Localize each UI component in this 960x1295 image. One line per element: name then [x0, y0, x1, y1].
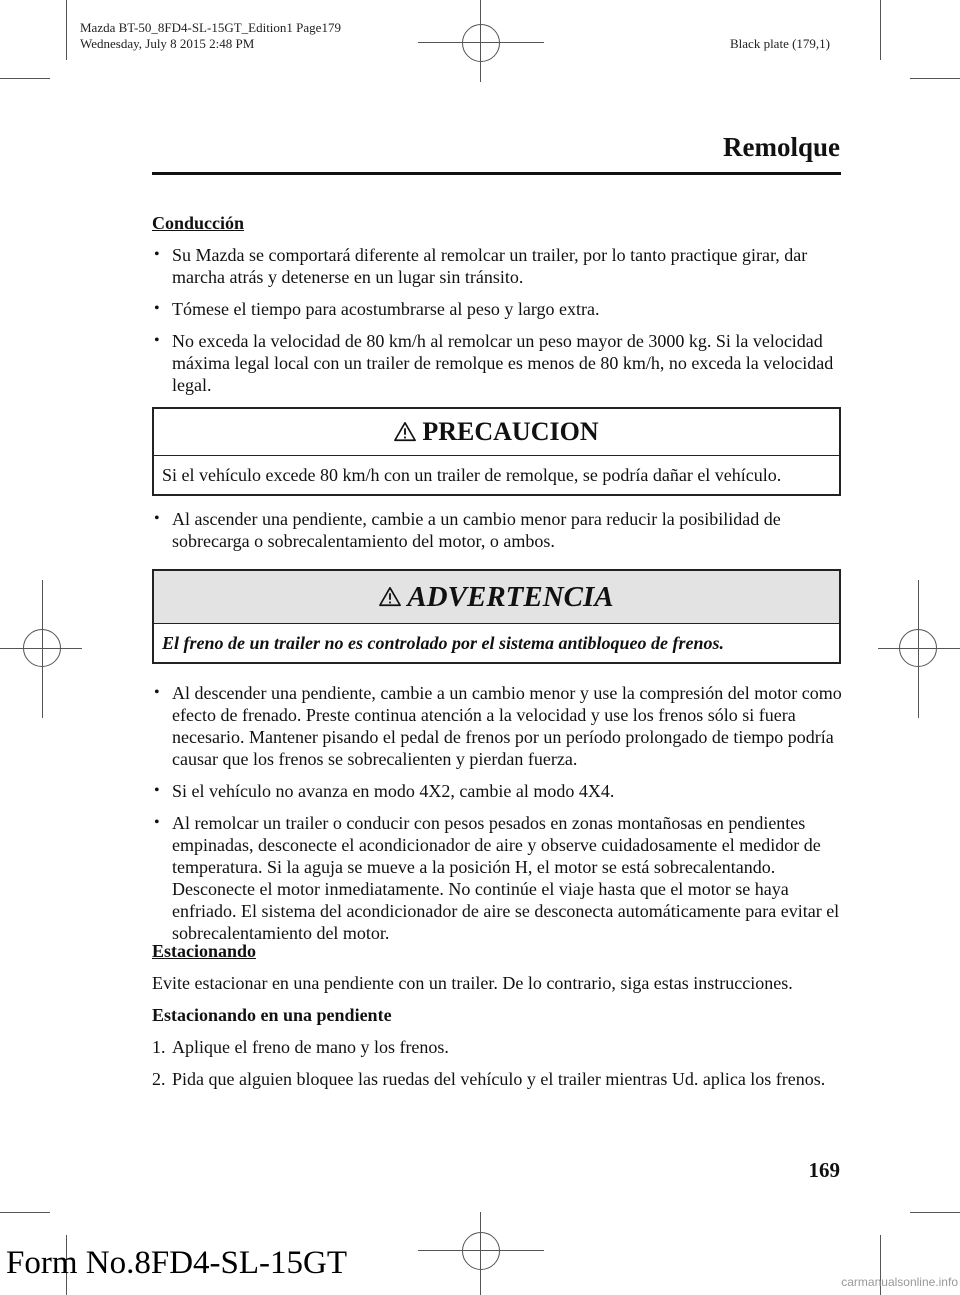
caution-title: PRECAUCION	[422, 417, 599, 446]
warning-box	[152, 569, 841, 664]
registration-mark	[899, 629, 937, 667]
print-header	[80, 20, 341, 52]
step-text: Aplique el freno de mano y los frenos.	[172, 1037, 449, 1057]
title-rule	[152, 172, 841, 175]
crop-mark	[910, 78, 960, 79]
list-item: • Tómese el tiempo para acostumbrarse al peso y largo extra.	[152, 298, 842, 320]
plate-label: Black plate (179,1)	[730, 36, 830, 51]
list-item	[152, 1068, 842, 1090]
registration-mark	[23, 629, 61, 667]
list-item: • Al descender una pendiente, cambie a un cambio menor y use la compresión del motor como efecto de frenado. Preste continua atención a la velocidad y use los frenos sólo si fuera necesario. Mantener pisando el pedal de frenos por un período prolongado de tiempo podría causar que los frenos se sobrecalienten y pierdan fuerza.	[152, 682, 842, 770]
footer-form-number: Form No.8FD4-SL-15GT	[6, 1245, 348, 1281]
warning-triangle-icon	[394, 421, 416, 443]
page-number: 169	[808, 1158, 840, 1182]
estacionando-subheading: Estacionando en una pendiente	[152, 1005, 392, 1025]
list-item: • Al remolcar un trailer o conducir con pesos pesados en zonas montañosas en pendientes empinadas, desconecte el acondicionador de aire y observe cuidadosamente el medidor de temperatura. Si la aguja se mueve a la posición H, el motor se está sobrecalentando. Desconecte el motor inmediatamente. No continúe el viaje hasta que el motor se haya enfriado. El sistema del acondicionador de aire se desconecta automáticamente para evitar el sobrecalentamiento del motor.	[152, 812, 842, 944]
print-header-line1: Mazda BT-50_8FD4-SL-15GT_Edition1 Page179	[80, 20, 341, 35]
mid-bullets	[152, 508, 842, 552]
list-item: • Si el vehículo no avanza en modo 4X2, cambie al modo 4X4.	[152, 780, 842, 802]
crop-mark	[880, 0, 881, 60]
list-item: • Su Mazda se comportará diferente al remolcar un trailer, por lo tanto practique girar, dar marcha atrás y detenerse en un lugar sin tránsito.	[152, 244, 842, 288]
warning-header	[154, 571, 839, 624]
warning-text: El freno de un trailer no es controlado por el sistema antibloqueo de frenos.	[162, 633, 725, 653]
list-item	[152, 1036, 842, 1058]
section-title: Remolque	[723, 132, 840, 162]
warning-triangle-icon	[379, 586, 401, 608]
caution-header	[154, 409, 839, 456]
step-text: Pida que alguien bloquee las ruedas del vehículo y el trailer mientras Ud. aplica los frenos.	[172, 1069, 826, 1089]
print-header-line2: Wednesday, July 8 2015 2:48 PM	[80, 36, 255, 51]
list-item: • No exceda la velocidad de 80 km/h al remolcar un peso mayor de 3000 kg. Si la velocidad máxima legal local con un trailer de remolque es menos de 80 km/h, no exceda la velocidad legal.	[152, 330, 842, 396]
warning-title: ADVERTENCIA	[407, 580, 614, 613]
crop-mark	[0, 1212, 50, 1213]
step-number: 2.	[152, 1069, 166, 1089]
conduccion-heading: Conducción	[152, 213, 245, 233]
caution-box	[152, 407, 841, 496]
step-number: 1.	[152, 1037, 166, 1057]
registration-mark	[462, 24, 500, 62]
estacionando-section	[152, 940, 842, 1090]
estacionando-intro: Evite estacionar en una pendiente con un trailer. De lo contrario, siga estas instrucciones.	[152, 973, 793, 993]
caution-text: Si el vehículo excede 80 km/h con un trailer de remolque, se podría dañar el vehículo.	[162, 465, 782, 485]
crop-mark	[66, 0, 67, 60]
crop-mark	[0, 78, 50, 79]
watermark: carmanualsonline.info	[841, 1275, 958, 1289]
conduccion-section	[152, 212, 842, 396]
crop-mark	[910, 1212, 960, 1213]
estacionando-heading: Estacionando	[152, 941, 257, 961]
list-item: • Al ascender una pendiente, cambie a un cambio menor para reducir la posibilidad de sobrecarga o sobrecalentamiento del motor, o ambos.	[152, 508, 842, 552]
registration-mark	[462, 1232, 500, 1270]
lower-bullets	[152, 682, 842, 944]
